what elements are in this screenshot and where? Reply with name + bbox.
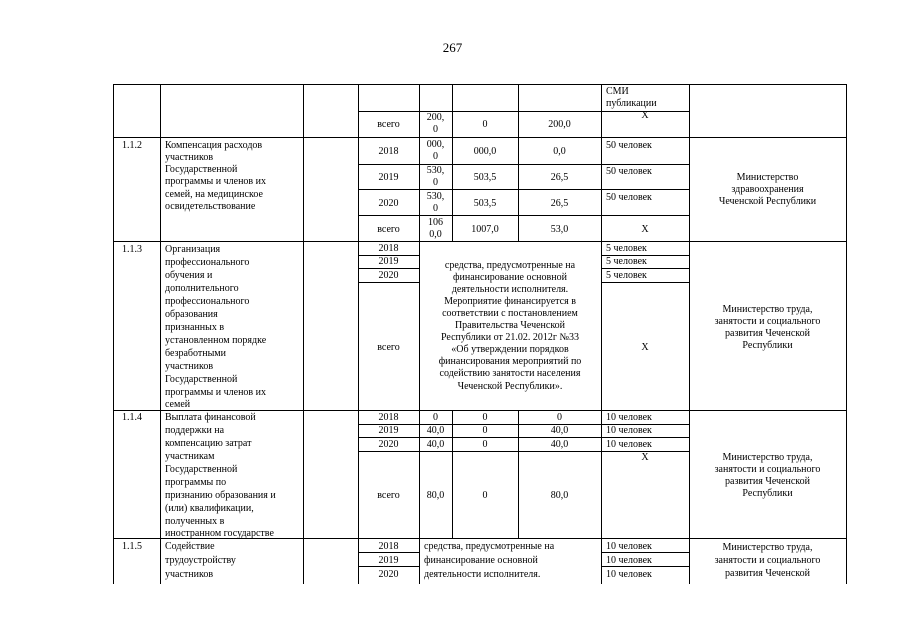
funding-note: средства, предусмотренные на bbox=[444, 260, 576, 271]
funding-note: финансирования мероприятий по bbox=[438, 356, 582, 367]
smi-label: публикации bbox=[606, 98, 657, 109]
responsible-ministry: Министерство bbox=[736, 172, 799, 183]
year-cell: 2020 bbox=[378, 198, 399, 209]
result-note: 50 человек bbox=[606, 192, 652, 203]
result-note: 10 человек bbox=[606, 412, 652, 423]
grid-line bbox=[846, 84, 847, 584]
year-cell: 2020 bbox=[378, 270, 399, 281]
grid-line bbox=[358, 552, 420, 553]
cell-value: 40,0 bbox=[550, 439, 569, 450]
funding-note: средства, предусмотренные на bbox=[424, 541, 555, 552]
row-description: Государственной bbox=[165, 464, 238, 475]
cell-value: 26,5 bbox=[550, 172, 569, 183]
row-description: Содействие bbox=[165, 541, 215, 552]
result-note: 5 человек bbox=[606, 256, 647, 267]
grid-line bbox=[358, 268, 420, 269]
cell-value: 0,0 bbox=[553, 146, 566, 157]
responsible-ministry: Республики bbox=[742, 340, 793, 351]
cell-value: 000, bbox=[426, 139, 445, 150]
cell-value: 0 bbox=[433, 124, 438, 135]
row-description: участников bbox=[165, 152, 214, 163]
cell-value: 200, bbox=[426, 112, 445, 123]
grid-line bbox=[113, 410, 847, 411]
result-note: 50 человек bbox=[606, 166, 652, 177]
row-description: освидетельствование bbox=[165, 201, 256, 212]
responsible-ministry: развития Чеченской bbox=[725, 476, 810, 487]
row-description: образования bbox=[165, 309, 218, 320]
grid-line bbox=[358, 437, 690, 438]
grid-line bbox=[358, 84, 359, 584]
row-description: обучения и bbox=[165, 270, 213, 281]
row-description: компенсацию затрат bbox=[165, 438, 252, 449]
page-number: 267 bbox=[442, 40, 463, 55]
cell-value: 0 bbox=[433, 151, 438, 162]
grid-line bbox=[601, 552, 690, 553]
grid-line bbox=[358, 215, 690, 216]
cell-value: 503,5 bbox=[473, 198, 497, 209]
cell-value: 0 bbox=[482, 425, 488, 436]
funding-note: финансирование основной bbox=[424, 555, 538, 566]
cell-value: 0 bbox=[482, 119, 488, 130]
cell-value: 0 bbox=[433, 177, 438, 188]
grid-line bbox=[113, 241, 847, 242]
result-note: 10 человек bbox=[606, 569, 652, 580]
row-description: профессионального bbox=[165, 296, 250, 307]
row-description: (или) квалификации, bbox=[165, 503, 254, 514]
x-mark: X bbox=[641, 452, 649, 463]
row-number: 1.1.2 bbox=[122, 140, 142, 151]
cell-value: 80,0 bbox=[550, 490, 569, 501]
grid-line bbox=[113, 137, 847, 138]
funding-note: деятельности исполнителя. bbox=[451, 284, 569, 295]
grid-line bbox=[160, 84, 161, 584]
year-cell: 2019 bbox=[378, 425, 399, 436]
funding-note: содействию занятости населения bbox=[439, 368, 581, 379]
x-mark: X bbox=[641, 342, 649, 353]
cell-value: 0 bbox=[433, 203, 438, 214]
responsible-ministry: Министерство труда, bbox=[722, 452, 813, 463]
grid-line bbox=[358, 282, 420, 283]
cell-value: 106 bbox=[428, 217, 443, 228]
funding-note: финансирование основной bbox=[453, 272, 567, 283]
row-description: Компенсация расходов bbox=[165, 140, 263, 151]
cell-value: 0 bbox=[433, 412, 438, 423]
cell-value: 0 bbox=[482, 490, 488, 501]
responsible-ministry: занятости и социального bbox=[714, 464, 821, 475]
row-description: участников bbox=[165, 361, 214, 372]
grid-line bbox=[518, 84, 519, 241]
year-cell: 2020 bbox=[378, 439, 399, 450]
grid-line bbox=[358, 566, 420, 567]
row-description: полученных в bbox=[165, 516, 225, 527]
row-description: семей bbox=[165, 399, 191, 410]
year-cell: 2018 bbox=[378, 541, 399, 552]
x-mark: X bbox=[641, 224, 649, 235]
row-description: признанных в bbox=[165, 322, 225, 333]
responsible-ministry: Министерство труда, bbox=[722, 542, 813, 553]
row-description: участникам bbox=[165, 451, 215, 462]
grid-line bbox=[358, 164, 690, 165]
grid-line bbox=[452, 84, 453, 241]
result-note: 5 человек bbox=[606, 243, 647, 254]
row-description: безработными bbox=[165, 348, 226, 359]
row-description: Выплата финансовой bbox=[165, 412, 256, 423]
row-description: профессионального bbox=[165, 257, 250, 268]
row-description: трудоустройству bbox=[165, 555, 236, 566]
row-description: дополнительного bbox=[165, 283, 239, 294]
cell-value: 530, bbox=[426, 165, 445, 176]
result-note: 10 человек bbox=[606, 439, 652, 450]
funding-note: «Об утверждении порядков bbox=[451, 344, 569, 355]
row-number: 1.1.3 bbox=[122, 244, 142, 255]
funding-note: соответствии с постановлением bbox=[442, 308, 578, 319]
row-description: участников bbox=[165, 569, 214, 580]
result-note: 10 человек bbox=[606, 425, 652, 436]
funding-note: Мероприятие финансируется в bbox=[444, 296, 576, 307]
cell-value: 40,0 bbox=[550, 425, 569, 436]
total-label: всего bbox=[377, 224, 400, 235]
year-cell: 2019 bbox=[378, 256, 399, 267]
year-cell: 2019 bbox=[378, 172, 399, 183]
responsible-ministry: развития Чеченской bbox=[725, 568, 810, 579]
row-description: программы по bbox=[165, 477, 227, 488]
grid-line bbox=[113, 84, 847, 85]
grid-line bbox=[303, 84, 304, 584]
result-note: 10 человек bbox=[606, 541, 652, 552]
cell-value: 40,0 bbox=[426, 439, 445, 450]
row-description: программы и членов их bbox=[165, 387, 267, 398]
cell-value: 530, bbox=[426, 191, 445, 202]
row-description: Организация bbox=[165, 244, 221, 255]
cell-value: 0 bbox=[482, 412, 488, 423]
result-note: 10 человек bbox=[606, 555, 652, 566]
row-description: Государственной bbox=[165, 374, 238, 385]
row-description: семей, на медицинское bbox=[165, 189, 263, 200]
responsible-ministry: здравоохранения bbox=[731, 184, 804, 195]
responsible-ministry: Министерство труда, bbox=[722, 304, 813, 315]
total-label: всего bbox=[377, 342, 400, 353]
cell-value: 0 bbox=[482, 439, 488, 450]
cell-value: 000,0 bbox=[473, 146, 497, 157]
grid-line bbox=[601, 282, 690, 283]
row-description: иностранном государстве bbox=[165, 528, 274, 539]
row-description: программы и членов их bbox=[165, 176, 267, 187]
cell-value: 200,0 bbox=[548, 119, 571, 130]
responsible-ministry: развития Чеченской bbox=[725, 328, 810, 339]
responsible-ministry: занятости и социального bbox=[714, 316, 821, 327]
cell-value: 53,0 bbox=[550, 224, 569, 235]
grid-line bbox=[601, 566, 690, 567]
cell-value: 80,0 bbox=[426, 490, 445, 501]
responsible-ministry: Чеченской Республики bbox=[718, 196, 817, 207]
grid-line bbox=[113, 84, 114, 584]
row-description: признанию образования и bbox=[165, 490, 276, 501]
total-label: всего bbox=[377, 490, 400, 501]
result-note: 50 человек bbox=[606, 140, 652, 151]
cell-value: 0 bbox=[557, 412, 562, 423]
year-cell: 2018 bbox=[378, 412, 399, 423]
responsible-ministry: занятости и социального bbox=[714, 555, 821, 566]
row-number: 1.1.5 bbox=[122, 541, 142, 552]
funding-note: Правительства Чеченской bbox=[454, 320, 566, 331]
year-cell: 2020 bbox=[378, 569, 399, 580]
year-cell: 2019 bbox=[378, 555, 399, 566]
grid-line bbox=[601, 268, 690, 269]
result-note: 5 человек bbox=[606, 270, 647, 281]
row-description: установленном порядке bbox=[165, 335, 267, 346]
funding-note: деятельности исполнителя. bbox=[424, 569, 541, 580]
cell-value: 26,5 bbox=[550, 198, 569, 209]
cell-value: 503,5 bbox=[473, 172, 497, 183]
row-description: поддержки на bbox=[165, 425, 225, 436]
year-cell: 2018 bbox=[378, 146, 399, 157]
x-mark: X bbox=[641, 110, 649, 121]
funding-note: Республики от 21.02. 2012г №33 bbox=[440, 332, 580, 343]
year-cell: 2018 bbox=[378, 243, 399, 254]
cell-value: 0,0 bbox=[429, 229, 442, 240]
funding-note: Чеченской Республики». bbox=[457, 381, 563, 392]
cell-value: 1007,0 bbox=[471, 224, 499, 235]
grid-line bbox=[601, 84, 602, 584]
total-label: всего bbox=[377, 119, 400, 130]
cell-value: 40,0 bbox=[426, 425, 445, 436]
row-number: 1.1.4 bbox=[122, 412, 142, 423]
row-description: Государственной bbox=[165, 164, 238, 175]
grid-line bbox=[358, 189, 690, 190]
responsible-ministry: Республики bbox=[742, 488, 793, 499]
smi-label: СМИ bbox=[606, 86, 629, 97]
